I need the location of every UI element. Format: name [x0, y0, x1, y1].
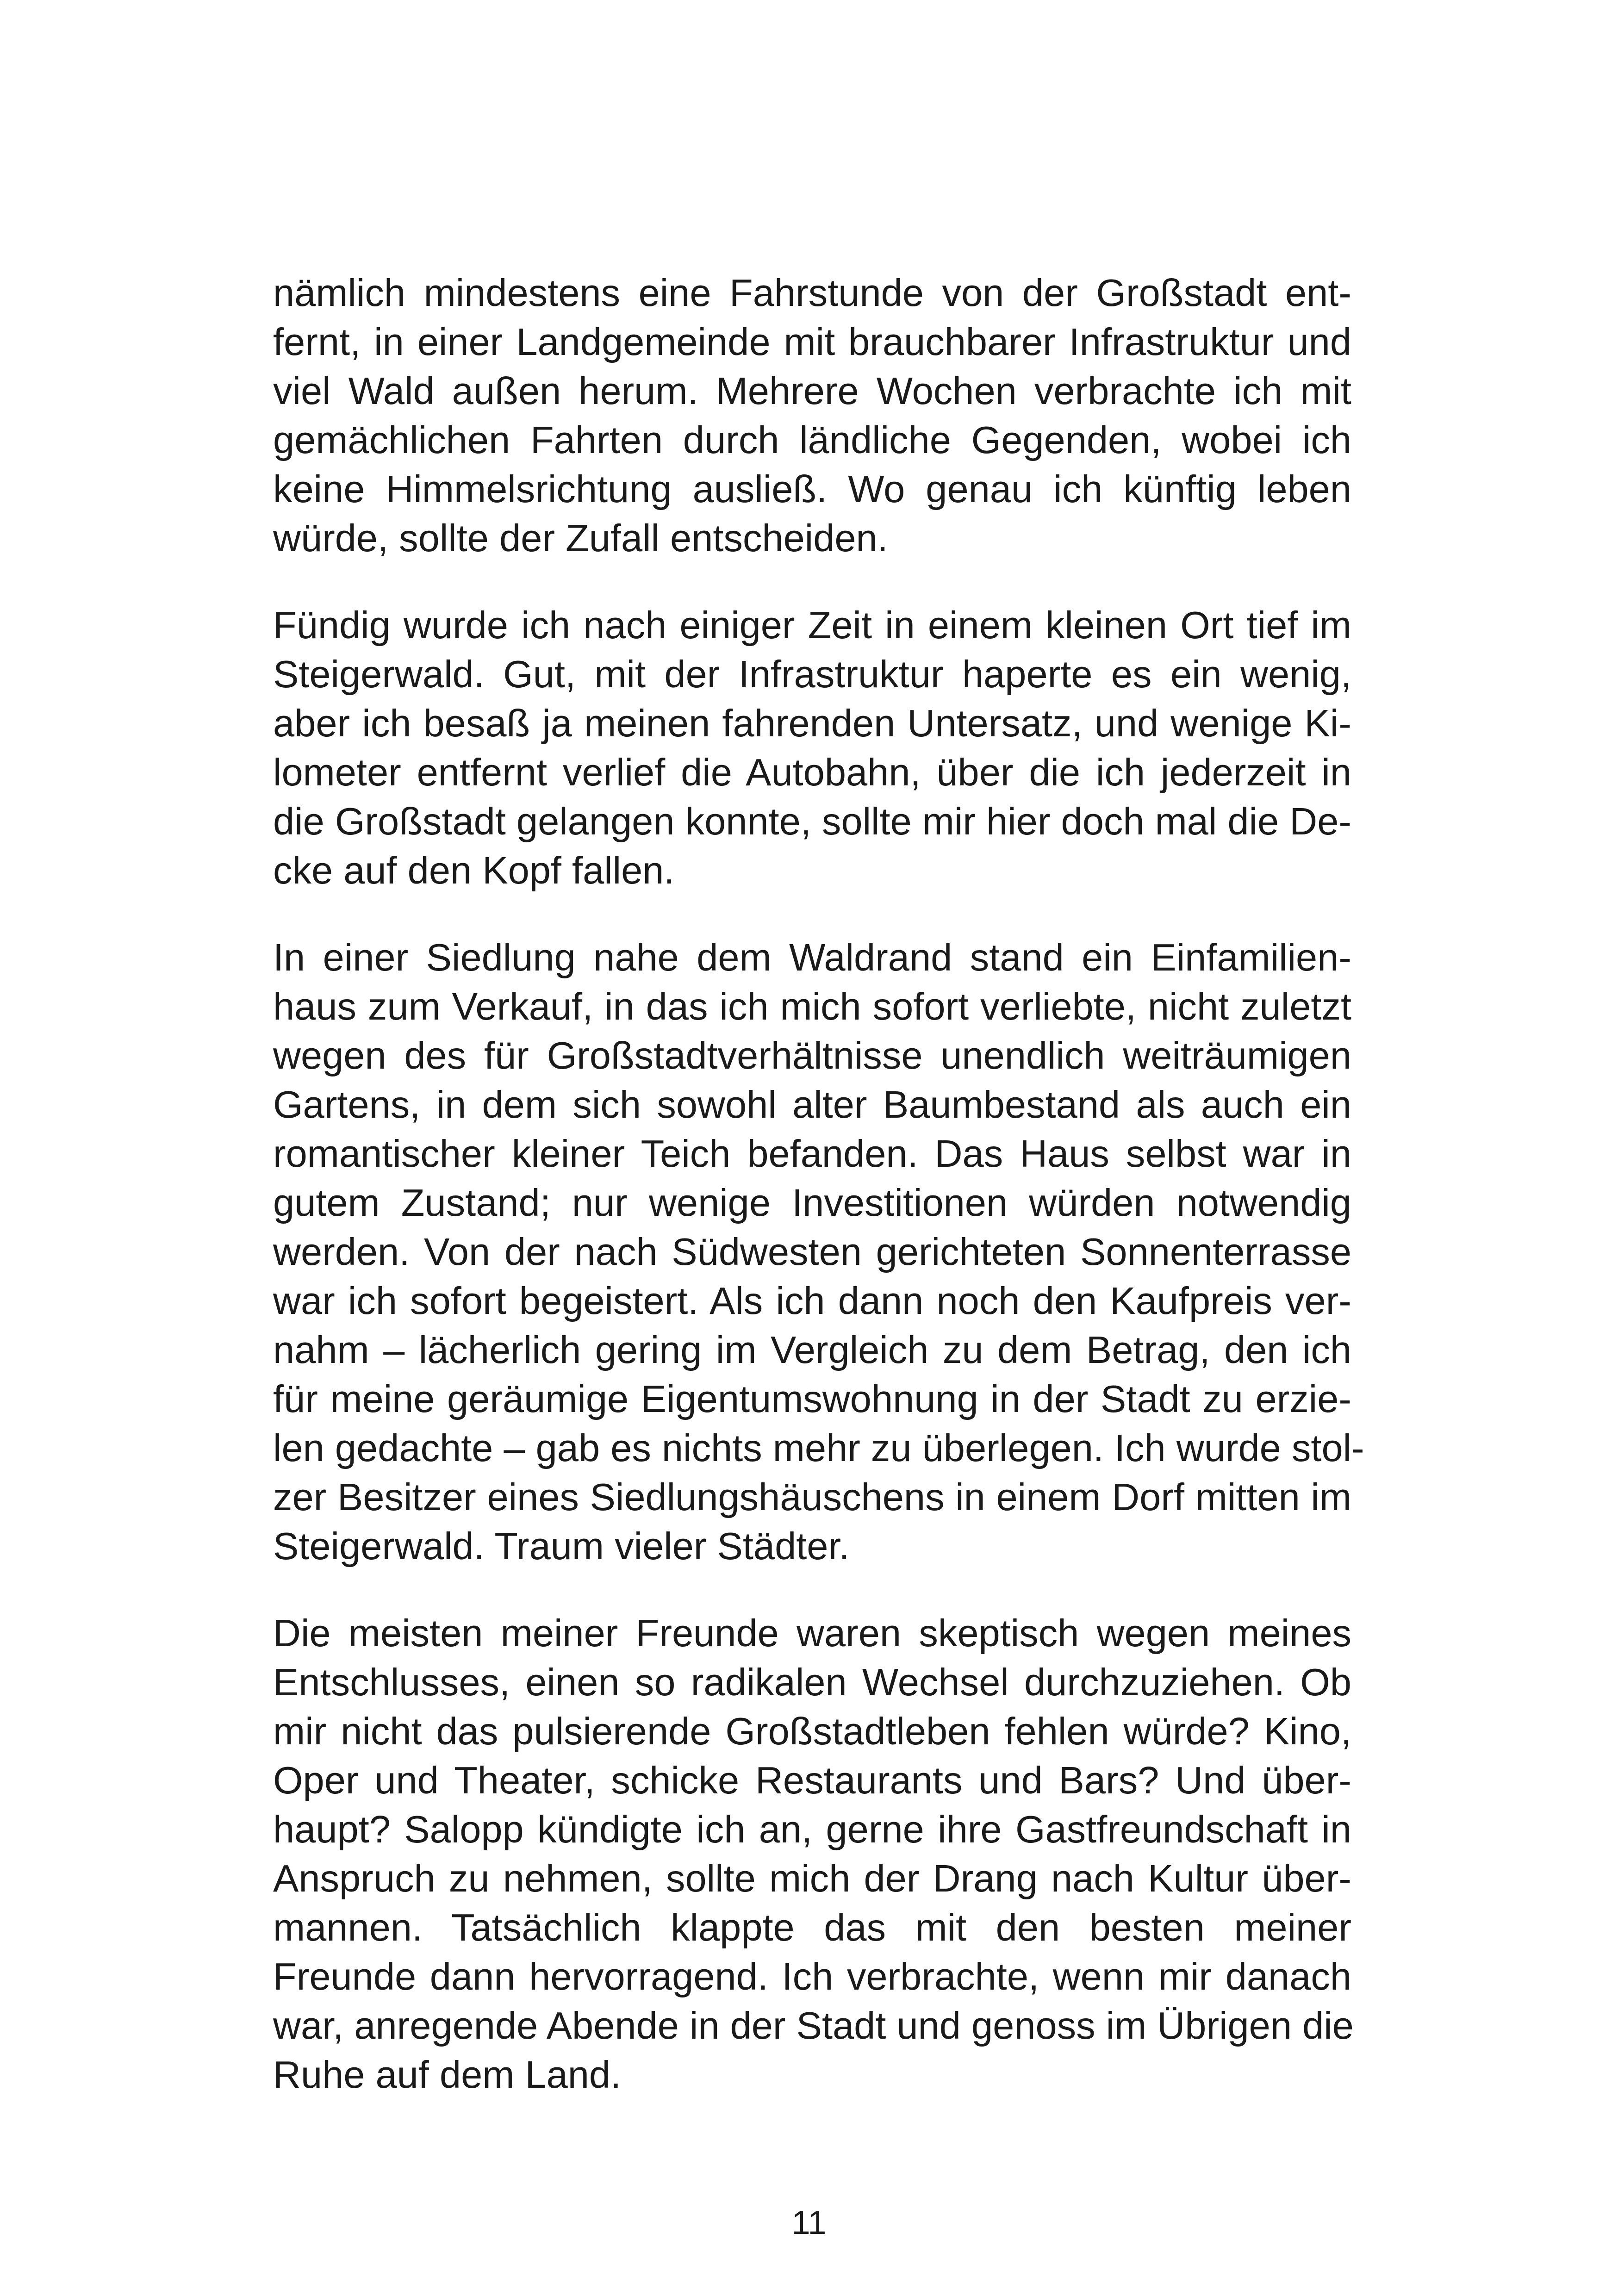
- text-line: cke auf den Kopf fallen.: [273, 849, 675, 892]
- text-line: war ich sofort begeistert. Als ich dann noch den Kaufpreis ver-: [273, 1279, 1351, 1322]
- text-line: keine Himmelsrichtung ausließ. Wo genau ich künftig leben: [273, 467, 1351, 510]
- text-line: len gedachte – gab es nichts mehr zu überlegen. Ich wurde stol-: [273, 1426, 1364, 1469]
- text-line: wegen des für Großstadtverhältnisse unendlich weiträumigen: [273, 1034, 1351, 1077]
- text-line: gemächlichen Fahrten durch ländliche Gegenden, wobei ich: [273, 418, 1351, 461]
- page-number: 11: [791, 2204, 827, 2241]
- paragraph: [273, 1609, 1354, 2099]
- text-line: gutem Zustand; nur wenige Investitionen würden notwendig: [273, 1181, 1351, 1224]
- text-line: fernt, in einer Landgemeinde mit brauchbarer Infrastruktur und: [273, 320, 1351, 363]
- paragraph: [273, 268, 1351, 563]
- text-line: aber ich besaß ja meinen fahrenden Untersatz, und wenige Ki-: [273, 702, 1351, 745]
- text-line: Gartens, in dem sich sowohl alter Baumbestand als auch ein: [273, 1083, 1351, 1126]
- text-line: Freunde dann hervorragend. Ich verbrachte, wenn mir danach: [273, 1955, 1351, 1998]
- text-line: Steigerwald. Gut, mit der Infrastruktur haperte es ein wenig,: [273, 653, 1351, 696]
- text-line: Die meisten meiner Freunde waren skeptisch wegen meines: [273, 1612, 1351, 1655]
- text-line: Entschlusses, einen so radikalen Wechsel durchzuziehen. Ob: [273, 1661, 1351, 1704]
- text-line: Anspruch zu nehmen, sollte mich der Drang nach Kultur über-: [273, 1857, 1351, 1900]
- text-line: romantischer kleiner Teich befanden. Das Haus selbst war in: [273, 1132, 1351, 1175]
- text-line: die Großstadt gelangen konnte, sollte mir hier doch mal die De-: [273, 800, 1351, 843]
- text-line: Ruhe auf dem Land.: [273, 2053, 622, 2096]
- body-text: [273, 268, 1364, 2137]
- text-line: werden. Von der nach Südwesten gerichteten Sonnenterrasse: [273, 1230, 1351, 1273]
- text-line: haupt? Salopp kündigte ich an, gerne ihre Gastfreundschaft in: [273, 1808, 1351, 1851]
- text-line: nahm – lächerlich gering im Vergleich zu dem Betrag, den ich: [273, 1328, 1351, 1371]
- text-line: war, anregende Abende in der Stadt und genoss im Übrigen die: [273, 2004, 1354, 2047]
- text-line: nämlich mindestens eine Fahrstunde von der Großstadt ent-: [273, 271, 1351, 314]
- text-line: für meine geräumige Eigentumswohnung in der Stadt zu erzie-: [273, 1377, 1351, 1420]
- paragraph: [273, 601, 1351, 895]
- text-line: Steigerwald. Traum vieler Städter.: [273, 1524, 850, 1568]
- text-line: mir nicht das pulsierende Großstadtleben fehlen würde? Kino,: [273, 1710, 1351, 1753]
- text-line: Fündig wurde ich nach einiger Zeit in einem kleinen Ort tief im: [273, 604, 1351, 647]
- text-line: In einer Siedlung nahe dem Waldrand stand ein Einfamilien-: [273, 936, 1351, 979]
- text-line: viel Wald außen herum. Mehrere Wochen verbrachte ich mit: [273, 369, 1351, 412]
- text-line: würde, sollte der Zufall entscheiden.: [273, 516, 888, 560]
- text-line: lometer entfernt verlief die Autobahn, über die ich jederzeit in: [273, 751, 1351, 794]
- paragraph: [273, 933, 1364, 1571]
- text-line: zer Besitzer eines Siedlungshäuschens in einem Dorf mitten im: [273, 1475, 1351, 1518]
- text-line: haus zum Verkauf, in das ich mich sofort verliebte, nicht zuletzt: [273, 985, 1351, 1028]
- text-line: Oper und Theater, schicke Restaurants und Bars? Und über-: [273, 1759, 1351, 1802]
- text-line: mannen. Tatsächlich klappte das mit den besten meiner: [273, 1906, 1351, 1949]
